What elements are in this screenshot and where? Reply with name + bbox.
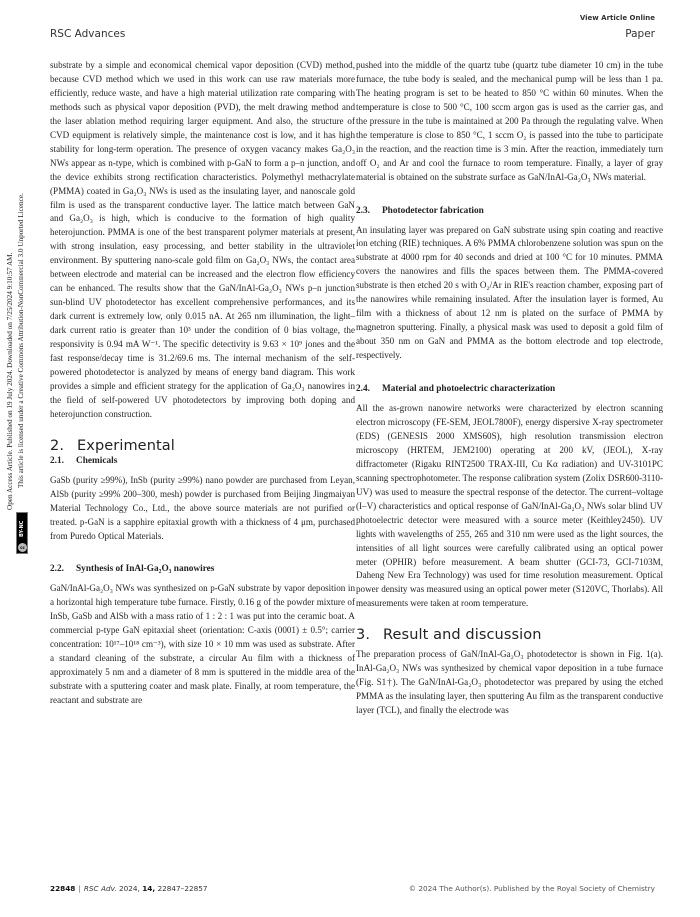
subsection-heading bbox=[50, 455, 355, 469]
license-statement[interactable]: This article is licensed under a Creative Commons Attribution-NonCommercial 3.0 Unported Licence. bbox=[17, 193, 25, 488]
publication-info: Open Access Article. Published on 19 July 2024. Downloaded on 7/25/2024 9:10:57 AM. bbox=[6, 252, 14, 510]
subsection-number: 2.4. bbox=[356, 384, 370, 395]
footer-separator: | bbox=[78, 884, 81, 893]
fabrication-paragraph: An insulating layer was prepared on GaN substrate using spin coating and reactive ion etching (RIE) techniques. A 6% PMMA chlorobenzene solution was spun on the substrate at 4000 rpm for 40 seconds and dried at 100 °C for 10 minutes. PMMA covers the nanowires and fills the spaces between them. The PMMA-covered substrate is then etched 20 s with O₂/Ar in RIE's reaction chamber, exposing part of the nanowires while remaining insulated. After the insulation layer is formed, Au film with a thickness of about 12 nm is plated on the surface of PMMA by magnetron sputtering. Finally, a physical mask was used to deposit a gold film of about 350 nm on GaN and PMMA as the bottom electrode and top electrode, respectively. bbox=[356, 224, 663, 361]
subsection-heading bbox=[356, 383, 663, 397]
synthesis-continued-paragraph: pushed into the middle of the quartz tube (quartz tube diameter 10 cm) in the tube furnace, the tube body is sealed, and the mechanical pump will be less than 1 pa. The heating program is set to be heated to 850 °C within 60 minutes. When the temperature is close to 500 °C, 100 sccm argon gas is used as the carrier gas, and the pressure in the tube is maintained at 200 Pa through the regulating valve. When the temperature is close to 850 °C, 1 sccm O₂ is passed into the tube to participate in the reaction, and the reaction time is 3 min. After the reaction, immediately turn off O₂ and Ar and cool the furnace to room temperature. Finally, a layer of gray material is obtained on the substrate surface as GaN/InAl-Ga₂O₃ NWs material. bbox=[356, 60, 663, 182]
section-title: Experimental bbox=[77, 437, 175, 454]
section-title: Result and discussion bbox=[383, 627, 542, 644]
journal-name: RSC Advances bbox=[50, 28, 126, 40]
page-footer-citation bbox=[50, 884, 208, 893]
intro-paragraph: substrate by a simple and economical chemical vapor deposition (CVD) method, because CVD method which we used in this work can use raw materials more efficiently, reduce waste, and have a high material utilization rate comparing with methods such as physical vapor deposition (PVD), the melt drawing method and the laser ablation method requiring larger equipment. And also, the structure of CVD equipment is relatively simple, the maintenance cost is low, and it has high stability for long-term operation. The presence of oxygen vacancy makes Ga₂O₃ NWs appear as n-type, which is combined with p-GaN to form a p–n junction, and the device exhibits strong rectification characteristics. Polymethyl methacrylate (PMMA) coated in Ga₂O₃ NWs is used as the insulating layer, and nanoscale gold film is used as the transparent conductive layer. The lattice match between GaN and Ga₂O₃ is high, which is conducive to the formation of high quality heterojunction. PMMA is one of the best transparent polymer materials at present, with strong insulation, easy processing, and better stability in the ultraviolet environment. By sputtering nano-scale gold film on Ga₂O₃ NWs, the contact area between electrode and material can be increased and the electron flow efficiency can be enhanced. The results show that the GaN/InAl-Ga₂O₃ NWs p–n junction sun-blind UV photodetector has excellent comprehensive performances, and its dark current is extremely low, only 0.015 nA. At 265 nm illumination, the light–dark current ratio is greater than 10³ under the condition of 0 bias voltage, the responsivity is 0.94 mA W⁻¹. The specific detectivity is 9.63 × 10⁹ jones and the fast response/decay time is 31.2/69.6 ms. The internal mechanism of the self-powered photodetector is analyzed by means of energy band diagram. This work provides a simple and efficient strategy for the application of Ga₂O₃ nanowires in the field of self-powered UV photodetectors by improving both doping and heterojunction construction. bbox=[50, 60, 355, 419]
subsection-title: Chemicals bbox=[76, 455, 118, 466]
subsection-number: 2.3. bbox=[356, 205, 370, 216]
page-range: 22847–22857 bbox=[157, 884, 208, 893]
subsection-title: Material and photoelectric characterization bbox=[382, 384, 556, 395]
creative-commons-icon: cc bbox=[18, 543, 27, 552]
section-number: 2. bbox=[50, 437, 65, 454]
subsection-title: Synthesis of InAl-Ga₂O₃ nanowires bbox=[76, 564, 215, 575]
characterization-paragraph: All the as-grown nanowire networks were characterized by electron scanning electron microscopy (FE-SEM, JEOL7800F), energy dispersive X-ray spectrometer (EDS) (GENESIS 2000 XMS60S), high resolution transmission electron microscopy (HRTEM, JEM2100) operating at 200 kV, (JEOL), X-ray diffractometer (Rigaku RINT2500 TRAX-III, Cu Kα radiation) and UV-3101PC scanning spectrophotometer. The response calibration system (Zolix DSR600-3110-UV) was used to measure the spectral response of the detector. The current–voltage (I–V) characteristics and optical response of GaN/InAl-Ga₂O₃ NWs solar blind UV photoelectric detector were measured with a source meter (Keithley2450). UV lights with wavelengths of 255, 265 and 310 nm were used as the light sources, the intensities of all light sources were carefully calibrated using an optical power meter (OPHIR) before measurement. A beam shutter (GCI-73, GCI-7103M, Daheng New Era Technology) was used for time resolution measurement. Optical power density was measured using an optical power meter (S120VC, Thorlabs). All measurements were taken at room temperature. bbox=[356, 403, 663, 609]
article-type: Paper bbox=[625, 28, 655, 40]
subsection-title: Photodetector fabrication bbox=[382, 205, 484, 216]
license-type-label: BY-NC bbox=[19, 520, 25, 537]
section-heading bbox=[50, 437, 355, 454]
section-number: 3. bbox=[356, 627, 371, 644]
subsection-heading bbox=[50, 563, 355, 577]
subsection-number: 2.1. bbox=[50, 455, 64, 466]
left-column bbox=[50, 59, 355, 708]
subsection-heading bbox=[356, 205, 663, 219]
publication-year: 2024, bbox=[118, 884, 140, 893]
section-heading bbox=[356, 629, 663, 643]
copyright-notice: © 2024 The Author(s). Published by the Royal Society of Chemistry bbox=[408, 884, 655, 893]
right-column bbox=[356, 59, 663, 718]
license-sidebar bbox=[0, 0, 40, 917]
synthesis-paragraph: GaN/InAl-Ga₂O₃ NWs was synthesized on p-GaN substrate by vapor deposition in a horizontal high temperature tube furnace. Firstly, 0.16 g of the powder mixture of InSb, GaSb and AlSb with a mass ratio of 1 : 2 : 1 was put into the ceramic boat. A commercial p-type GaN epitaxial sheet (orientation: C-axis (0001) ± 0.5°; carrier concentration: 10¹⁷–10¹⁸ cm⁻³), with size 10 × 10 mm was used as substrate. After a standard cleaning of the substrate, a circular Au film with a thickness of approximately 5 nm and a diameter of 8 mm is sputtered in the middle area of the substrate with a sputtering coater and mask plate. Finally, at room temperature, the reactant and substrate are bbox=[50, 583, 355, 706]
chemicals-paragraph: GaSb (purity ≥99%), InSb (purity ≥99%) nano powder are purchased from Leyan, AlSb (purity ≥99% 200–300, mesh) powder is purchased from Beijing Jingmaiyan Material Technology Co., Ltd., the above source materials are not purified or treated. p-GaN is a sapphire epitaxial growth with a thickness of 4 μm, purchased from Puredo Optical Materials. bbox=[50, 474, 355, 541]
page-number: 22848 bbox=[50, 884, 76, 893]
results-paragraph: The preparation process of GaN/InAl-Ga₂O₃ photodetector is shown in Fig. 1(a). InAl-Ga₂O₃ NWs was synthesized by chemical vapor deposition in a tube furnace (Fig. S1†). The GaN/InAl-Ga₂O₃ photodetector was prepared by using the etched PMMA as the insulating layer, then sputtering Au film as the transparent conductive layer (TCL), and finally the electrode was bbox=[356, 649, 663, 716]
creative-commons-badge[interactable] bbox=[16, 512, 28, 554]
journal-abbreviation: RSC Adv. bbox=[83, 884, 117, 893]
subsection-number: 2.2. bbox=[50, 564, 64, 575]
volume-number: 14, bbox=[142, 884, 156, 893]
view-article-online-link[interactable]: View Article Online bbox=[579, 14, 655, 22]
